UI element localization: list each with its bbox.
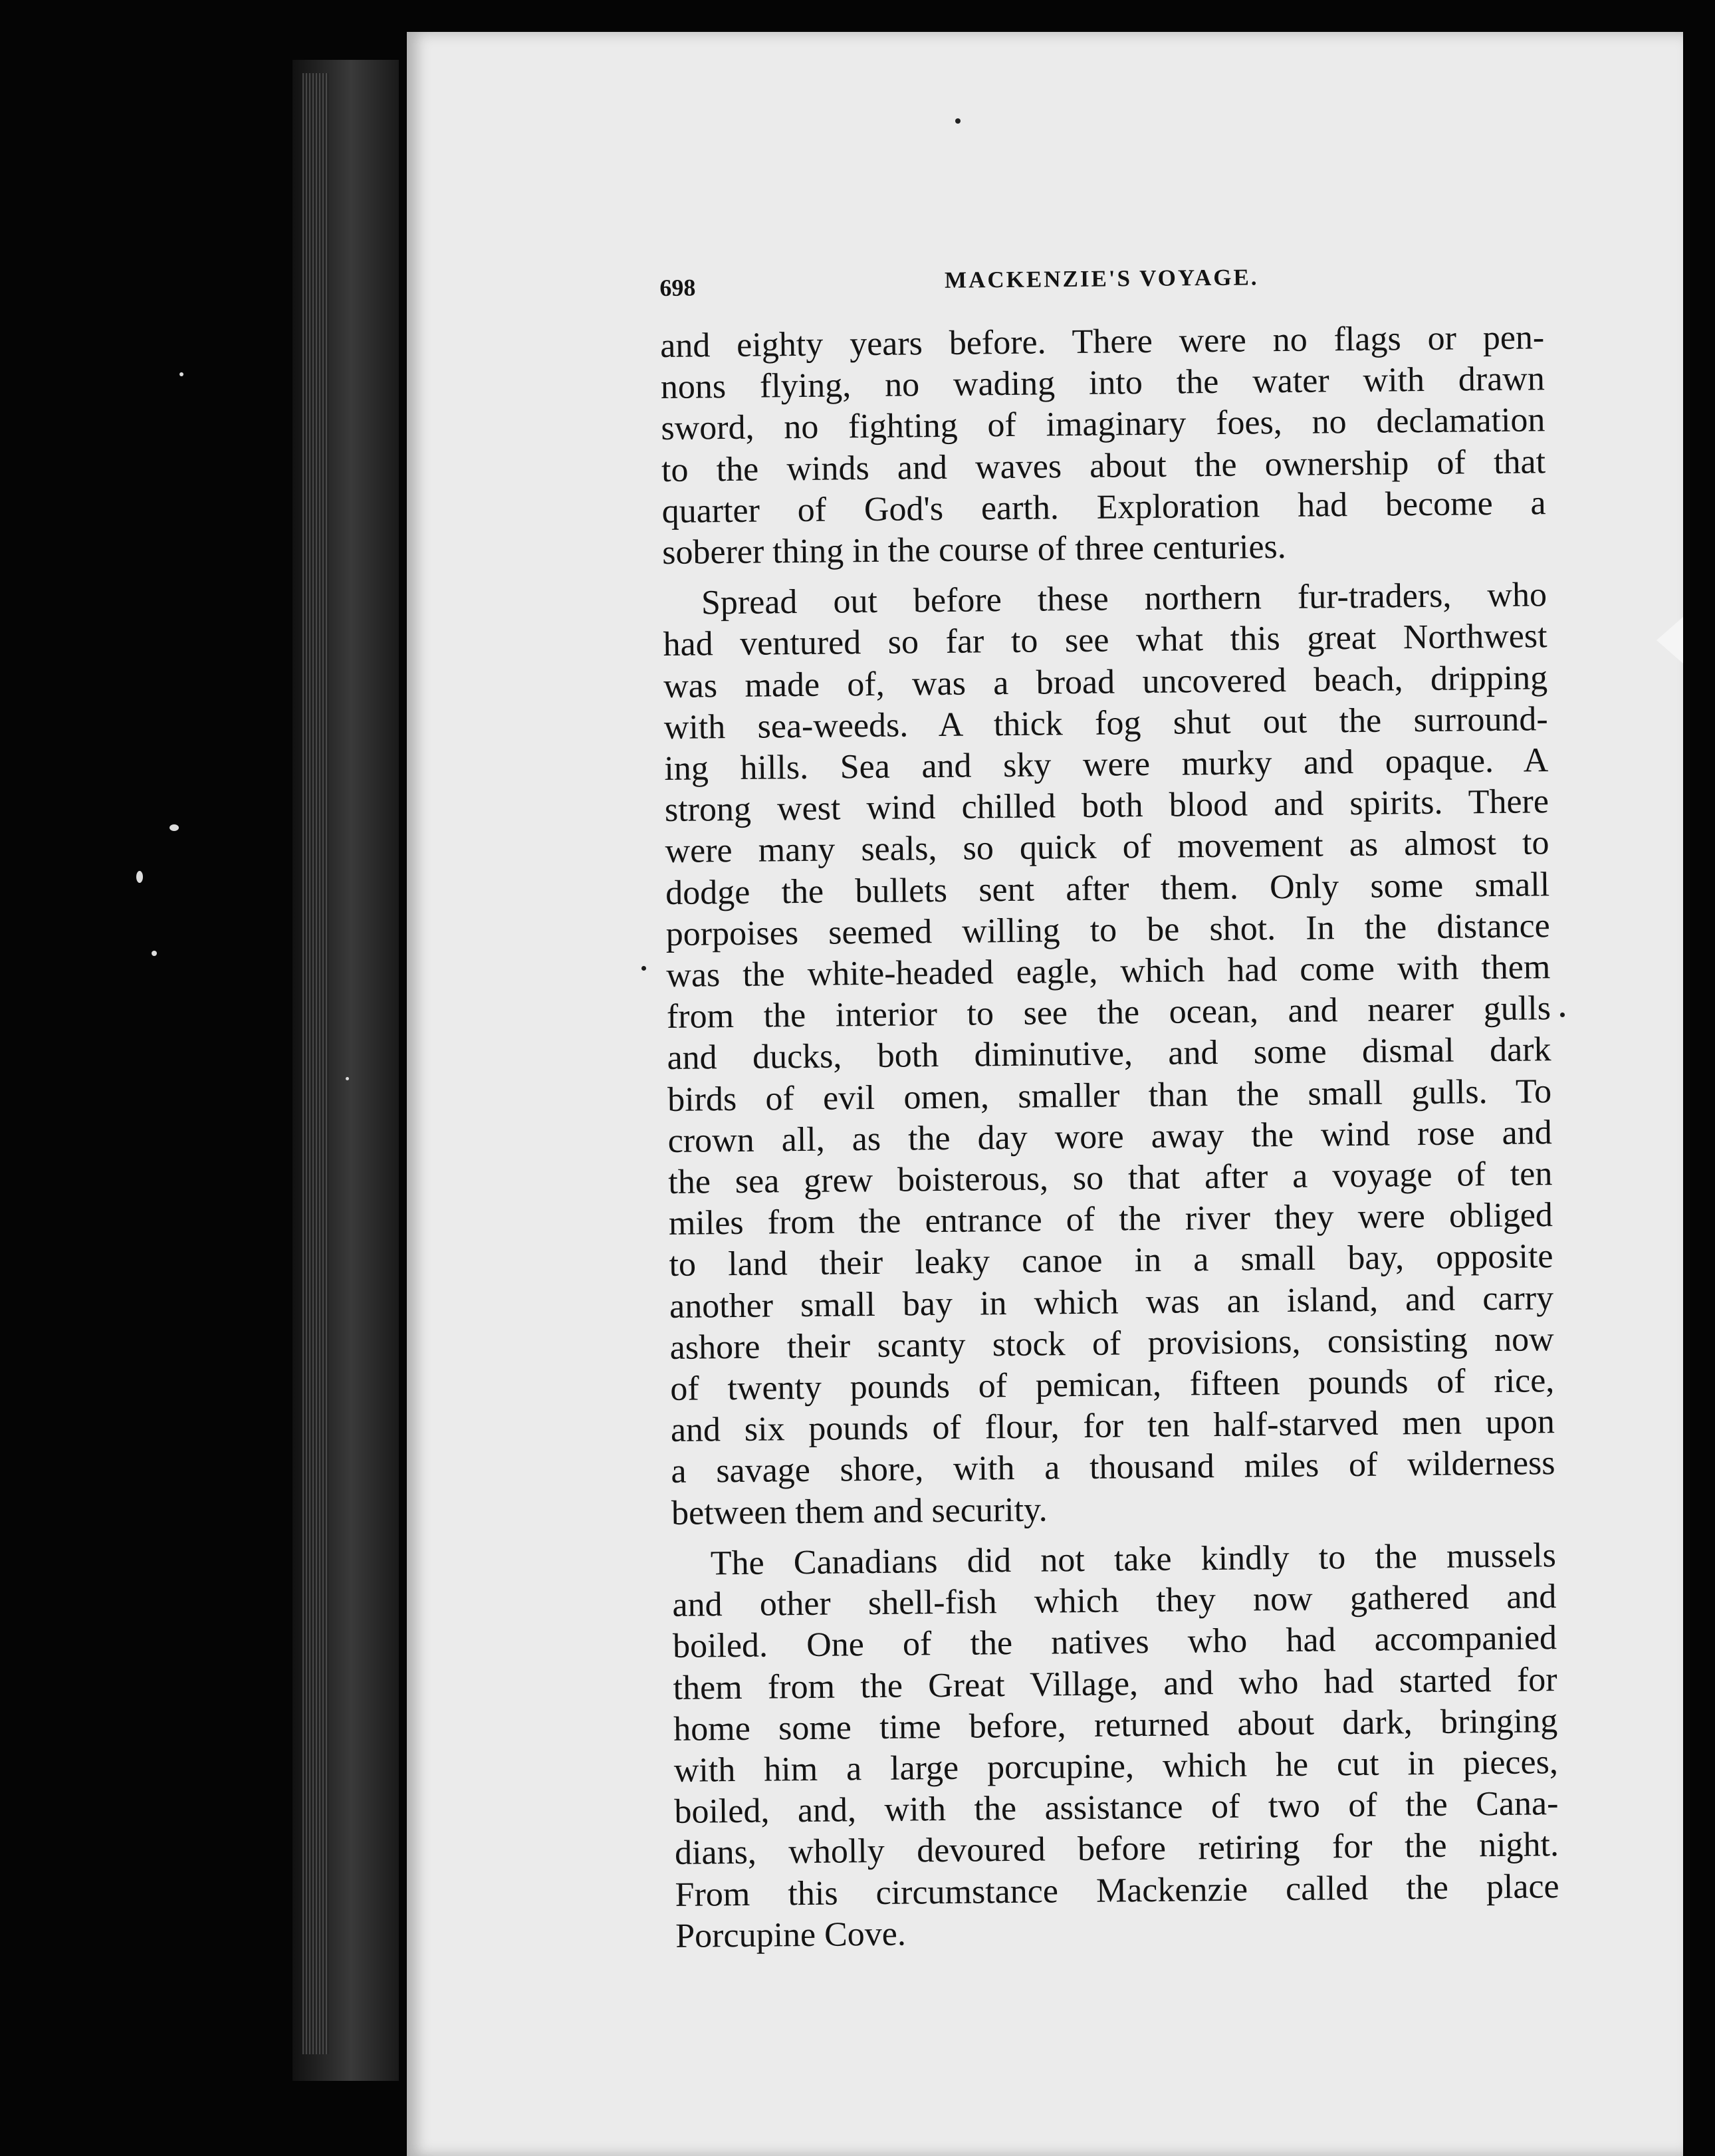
text-block <box>659 249 1560 1967</box>
text-line: and six pounds of flour, for ten half-starved men upon <box>670 1403 1555 1450</box>
text-line: quarter of God's earth. Exploration had become a <box>661 484 1546 531</box>
text-line: between them and security. <box>671 1491 1048 1532</box>
page-mark <box>955 118 961 124</box>
paragraph <box>660 317 1547 574</box>
scan-speck <box>346 1077 349 1080</box>
text-line: home some time before, returned about dark, bringing <box>673 1701 1558 1748</box>
text-line: were many seals, so quick of movement as almost to <box>665 824 1549 871</box>
text-line: and other shell-fish which they now gathered and <box>672 1578 1557 1624</box>
text-line: Spread out before these northern fur-traders, who <box>701 576 1547 622</box>
text-line: sword, no fighting of imaginary foes, no declamation <box>661 401 1545 448</box>
text-line: dodge the bullets sent after them. Only some small <box>665 865 1550 912</box>
text-line: was the white-headed eagle, which had come with them <box>666 948 1551 995</box>
text-line: the sea grew boisterous, so that after a voyage of ten <box>668 1155 1553 1201</box>
text-line: The Canadians did not take kindly to the mussels <box>710 1536 1557 1583</box>
paragraph <box>672 1535 1560 1957</box>
text-line: had ventured so far to see what this great Northwest <box>663 617 1547 664</box>
text-line: porpoises seemed willing to be shot. In the distance <box>665 907 1550 953</box>
scan-speck <box>136 871 143 883</box>
text-line: nons flying, no wading into the water with drawn <box>660 360 1545 407</box>
text-line: of twenty pounds of pemican, fifteen pounds of rice, <box>670 1362 1555 1408</box>
text-line: from the interior to see the ocean, and nearer gulls <box>666 989 1551 1036</box>
scan-speck <box>179 372 183 376</box>
text-line: miles from the entrance of the river they were obliged <box>668 1196 1553 1243</box>
text-line: From this circumstance Mackenzie called the place <box>675 1867 1559 1914</box>
text-line: with sea-weeds. A thick fog shut out the surround- <box>663 700 1548 747</box>
page-edge-mark <box>1657 617 1683 663</box>
text-line: them from the Great Village, and who had started for <box>673 1660 1557 1707</box>
text-line: another small bay in which was an island, and carry <box>669 1278 1554 1326</box>
text-line: and ducks, both diminutive, and some dismal dark <box>667 1030 1551 1078</box>
text-line: with him a large porcupine, which he cut in pieces, <box>673 1743 1559 1790</box>
page-edges <box>302 73 329 2054</box>
text-line: boiled, and, with the assistance of two of the Cana- <box>674 1784 1559 1832</box>
text-line: ashore their scanty stock of provisions, consisting now <box>669 1320 1554 1367</box>
text-line: to land their leaky canoe in a small bay, opposite <box>669 1237 1553 1284</box>
text-line: strong west wind chilled both blood and spirits. There <box>664 782 1549 830</box>
page-number: 698 <box>659 274 696 301</box>
text-line: ing hills. Sea and sky were murky and opaque. A <box>664 741 1549 788</box>
body-text <box>660 317 1559 1957</box>
text-line: and eighty years before. There were no flags or pen- <box>659 318 1545 365</box>
margin-mark <box>641 966 646 971</box>
paragraph <box>663 574 1556 1534</box>
page-header: MACKENZIE'S VOYAGE. <box>944 264 1259 293</box>
text-line: was made of, was a broad uncovered beach, dripping <box>663 658 1548 705</box>
text-line: birds of evil omen, smaller than the small gulls. To <box>667 1072 1552 1119</box>
margin-mark <box>1560 1013 1565 1017</box>
text-line: a savage shore, with a thousand miles of wilderness <box>671 1444 1555 1491</box>
scan-speck <box>170 824 179 831</box>
text-line: dians, wholly devoured before retiring for the night. <box>674 1826 1559 1873</box>
scan-speck <box>152 951 157 956</box>
text-line: boiled. One of the natives who had accompanied <box>672 1619 1557 1666</box>
text-line: crown all, as the day wore away the wind rose and <box>667 1114 1552 1160</box>
text-line: to the winds and waves about the ownership of that <box>661 442 1546 489</box>
running-head <box>659 249 1544 318</box>
text-line: soberer thing in the course of three centuries. <box>661 527 1287 572</box>
text-line: Porcupine Cove. <box>675 1915 907 1955</box>
book-page <box>407 32 1683 2156</box>
